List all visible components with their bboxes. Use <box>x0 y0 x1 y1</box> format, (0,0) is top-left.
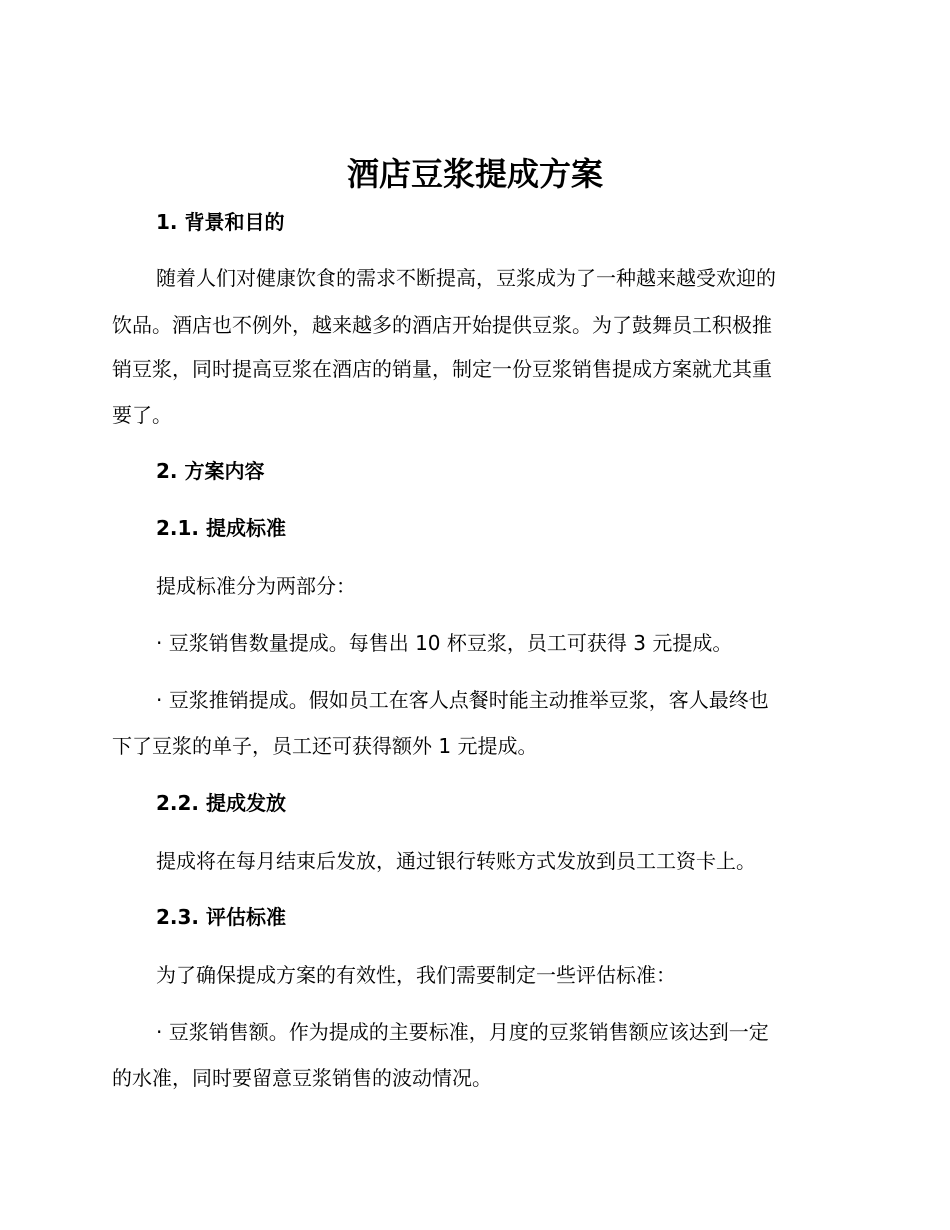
section-1-heading: 1. 背景和目的 <box>156 210 285 234</box>
section-2-1-item-2-line-2: 下了豆浆的单子，员工还可获得额外 1 元提成。 <box>112 734 538 758</box>
section-2-3-heading: 2.3. 评估标准 <box>156 905 286 929</box>
section-2-1-heading: 2.1. 提成标准 <box>156 516 286 540</box>
section-2-1-item-2-line-1: · 豆浆推销提成。假如员工在客人点餐时能主动推举豆浆，客人最终也 <box>156 688 769 712</box>
document-title: 酒店豆浆提成方案 <box>346 155 603 193</box>
section-2-1-item-1: · 豆浆销售数量提成。每售出 10 杯豆浆，员工可获得 3 元提成。 <box>156 631 733 655</box>
section-2-heading: 2. 方案内容 <box>156 459 265 483</box>
section-2-2-text: 提成将在每月结束后发放，通过银行转账方式发放到员工工资卡上。 <box>156 849 756 873</box>
section-2-1-intro: 提成标准分为两部分： <box>156 574 356 598</box>
section-2-3-item-1-line-2: 的水准，同时要留意豆浆销售的波动情况。 <box>112 1066 492 1090</box>
section-2-3-item-1-line-1: · 豆浆销售额。作为提成的主要标准，月度的豆浆销售额应该达到一定 <box>156 1020 769 1044</box>
section-2-2-heading: 2.2. 提成发放 <box>156 791 286 815</box>
section-1-paragraph-line-1: 随着人们对健康饮食的需求不断提高，豆浆成为了一种越来越受欢迎的 <box>156 266 776 290</box>
section-2-3-intro: 为了确保提成方案的有效性，我们需要制定一些评估标准： <box>156 963 676 987</box>
section-1-paragraph-line-2: 饮品。酒店也不例外，越来越多的酒店开始提供豆浆。为了鼓舞员工积极推 <box>112 313 772 337</box>
section-1-paragraph-line-4: 要了。 <box>112 403 172 427</box>
section-1-paragraph-line-3: 销豆浆，同时提高豆浆在酒店的销量，制定一份豆浆销售提成方案就尤其重 <box>112 357 772 381</box>
